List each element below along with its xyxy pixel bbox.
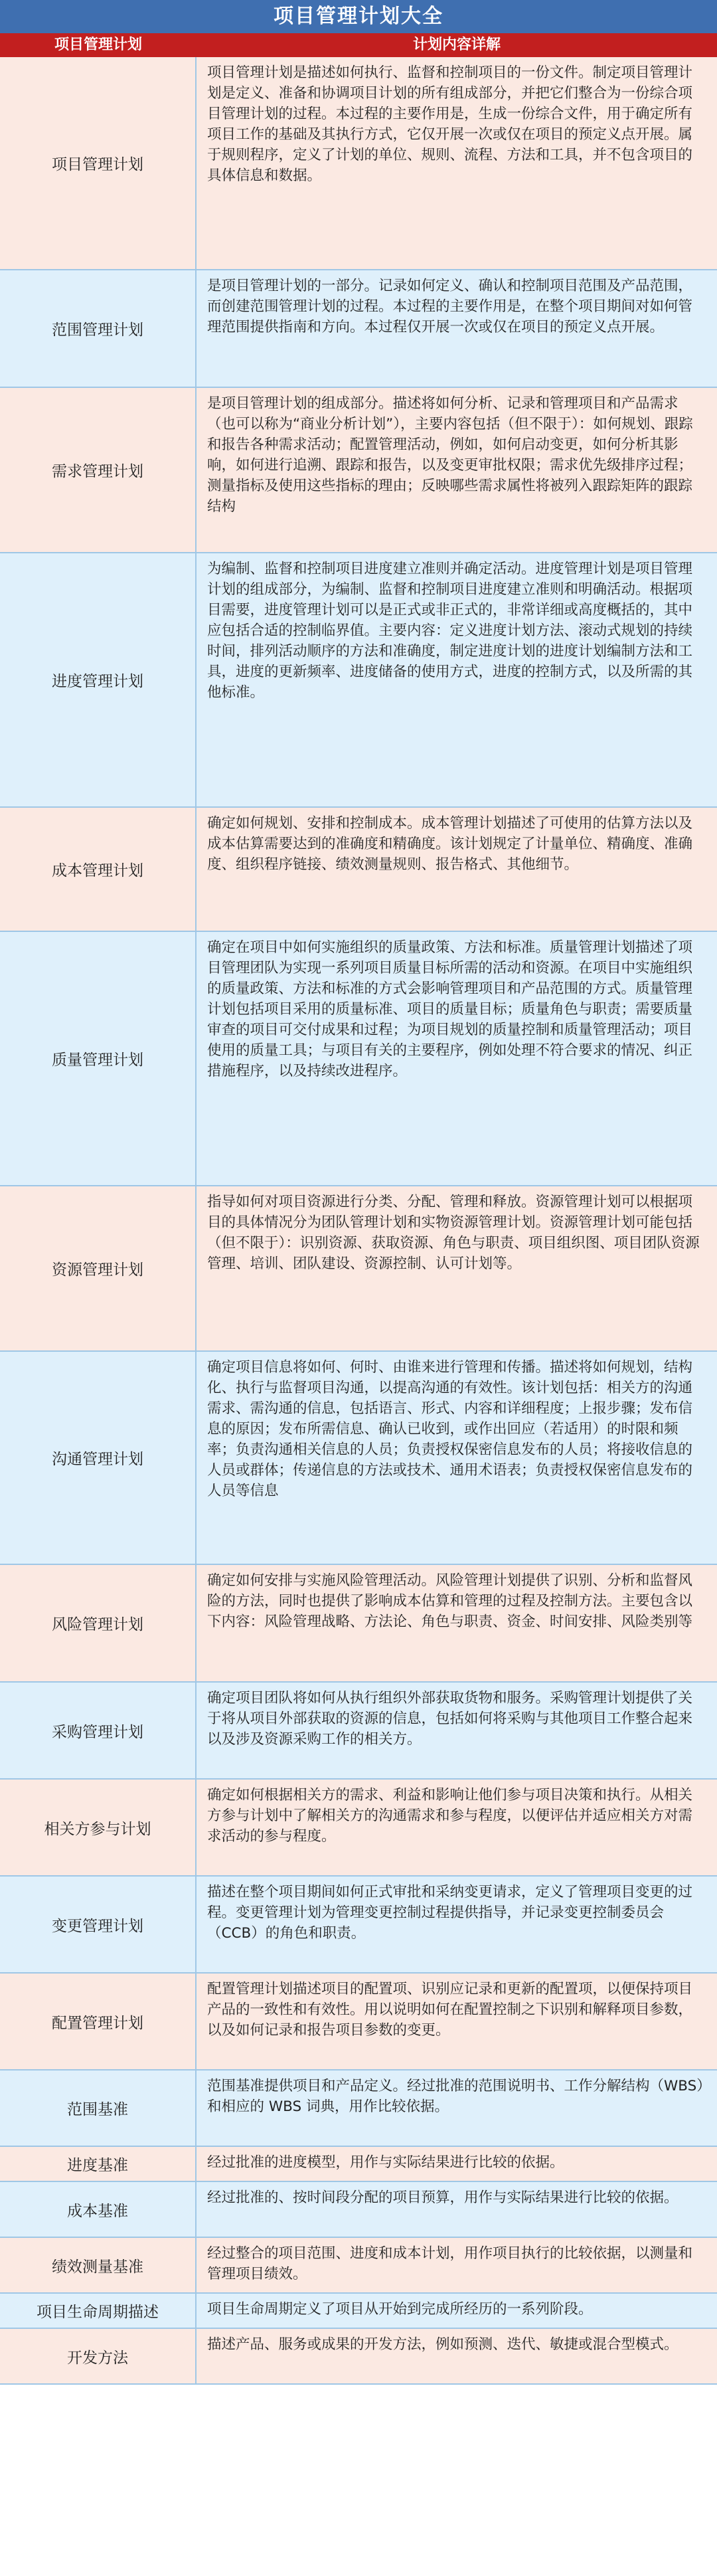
table-row: [0, 553, 717, 808]
page-title: 项目管理计划大全: [0, 0, 717, 33]
table-row: [0, 2182, 717, 2238]
table-row: [0, 932, 717, 1186]
table-row: [0, 1683, 717, 1780]
plan-name: 开发方法: [0, 2329, 197, 2383]
plan-description: 确定项目信息将如何、何时、由谁来进行管理和传播。描述将如何规划，结构化、执行与监督项目沟通，以提高沟通的有效性。该计划包括：相关方的沟通需求、需沟通的信息，包括语言、形式、内容和详细程度；上报步骤；发布信息的原因；发布所需信息、确认已收到，或作出回应（若适用）的时限和频率；负责沟通相关信息的人员；负责授权保密信息发布的人员；将接收信息的人员或群体；传递信息的方法或技术、通用术语表；负责授权保密信息发布的人员等信息: [207, 1359, 693, 1499]
plan-table: [0, 57, 717, 2385]
plan-name: 项目生命周期描述: [0, 2294, 197, 2328]
plan-name: 进度管理计划: [0, 553, 197, 806]
plan-description: 描述产品、服务或成果的开发方法，例如预测、迭代、敏捷或混合型模式。: [207, 2336, 678, 2353]
plan-name: 资源管理计划: [0, 1186, 197, 1350]
plan-description: 配置管理计划描述项目的配置项、识别应记录和更新的配置项，以便保持项目产品的一致性和有效性。用以说明如何在配置控制之下识别和解释项目参数，以及如何记录和报告项目参数的变更。: [207, 1981, 693, 2039]
table-row: [0, 808, 717, 932]
plan-name: 进度基准: [0, 2147, 197, 2181]
plan-name: 配置管理计划: [0, 1974, 197, 2069]
plan-description: 经过整合的项目范围、进度和成本计划，用作项目执行的比较依据，以测量和管理项目绩效。: [207, 2245, 693, 2282]
plan-description: 项目管理计划是描述如何执行、监督和控制项目的一份文件。制定项目管理计划是定义、准备和协调项目计划的所有组成部分，并把它们整合为一份综合项目管理计划的过程。本过程的主要作用是，生成一份综合文件，用于确定所有项目工作的基础及其执行方式，它仅开展一次或仅在项目的预定义点开展。属于规则程序，定义了计划的单位、规则、流程、方法和工具，并不包含项目的具体信息和数据。: [207, 64, 693, 184]
table-row: [0, 1974, 717, 2070]
plan-description: 描述在整个项目期间如何正式审批和采纳变更请求，定义了管理项目变更的过程。变更管理计划为管理变更控制过程提供指导，并记录变更控制委员会（CCB）的角色和职责。: [207, 1884, 693, 1942]
plan-name: 成本基准: [0, 2182, 197, 2237]
table-row: [0, 2238, 717, 2294]
plan-description: 范围基准提供项目和产品定义。经过批准的范围说明书、工作分解结构（WBS）和相应的 WBS 词典，用作比较依据。: [207, 2078, 704, 2115]
table-row: [0, 388, 717, 553]
table-row: [0, 1877, 717, 1974]
table-header: [0, 33, 717, 57]
plan-description: 项目生命周期定义了项目从开始到完成所经历的一系列阶段。: [207, 2301, 593, 2318]
table-row: [0, 1565, 717, 1683]
plan-description: 经过批准的、按时间段分配的项目预算，用作与实际结果进行比较的依据。: [207, 2189, 678, 2206]
header-plan-column: 项目管理计划: [54, 37, 142, 53]
plan-name: 沟通管理计划: [0, 1352, 197, 1564]
plan-name: 相关方参与计划: [0, 1780, 197, 1875]
table-row: [0, 2329, 717, 2385]
table-row: [0, 2147, 717, 2182]
table-row: [0, 1186, 717, 1352]
plan-description: 指导如何对项目资源进行分类、分配、管理和释放。资源管理计划可以根据项目的具体情况分为团队管理计划和实物资源管理计划。资源管理计划可能包括（但不限于）：识别资源、获取资源、角色与职责、项目组织图、项目团队资源管理、培训、团队建设、资源控制、认可计划等。: [207, 1194, 700, 1272]
plan-description: 经过批准的进度模型，用作与实际结果进行比较的依据。: [207, 2154, 564, 2171]
plan-name: 范围管理计划: [0, 270, 197, 387]
plan-name: 需求管理计划: [0, 388, 197, 552]
table-row: [0, 2070, 717, 2147]
plan-description: 是项目管理计划的一部分。记录如何定义、确认和控制项目范围及产品范围，而创建范围管理计划的过程。本过程的主要作用是，在整个项目期间对如何管理范围提供指南和方向。本过程仅开展一次或仅在项目的预定义点开展。: [207, 278, 693, 335]
plan-description: 是项目管理计划的组成部分。描述将如何分析、记录和管理项目和产品需求（也可以称为“商业分析计划”），主要内容包括（但不限于）：如何规划、跟踪和报告各种需求活动；配置管理活动，例如，如何启动变更，如何分析其影响，如何进行追溯、跟踪和报告，以及变更审批权限；需求优先级排序过程；测量指标及使用这些指标的理由；反映哪些需求属性将被列入跟踪矩阵的跟踪结构: [207, 395, 693, 515]
plan-description: 确定项目团队将如何从执行组织外部获取货物和服务。采购管理计划提供了关于将从项目外部获取的资源的信息，包括如何将采购与其他项目工作整合起来以及涉及资源采购工作的相关方。: [207, 1690, 693, 1748]
plan-name: 项目管理计划: [0, 57, 197, 269]
plan-name: 采购管理计划: [0, 1683, 197, 1778]
table-row: [0, 270, 717, 388]
plan-name: 成本管理计划: [0, 808, 197, 931]
table-row: [0, 57, 717, 270]
plan-description: 确定如何安排与实施风险管理活动。风险管理计划提供了识别、分析和监督风险的方法，同时也提供了影响成本估算和管理的过程及控制方法。主要包含以下内容：风险管理战略、方法论、角色与职责、资金、时间安排、风险类别等: [207, 1572, 693, 1630]
plan-description: 确定在项目中如何实施组织的质量政策、方法和标准。质量管理计划描述了项目管理团队为实现一系列项目质量目标所需的活动和资源。在项目中实施组织的质量政策、方法和标准的方式会影响管理项目和产品范围的方式。质量管理计划包括项目采用的质量标准、项目的质量目标；质量角色与职责；需要质量审查的项目可交付成果和过程；为项目规划的质量控制和质量管理活动；项目使用的质量工具；与项目有关的主要程序，例如处理不符合要求的情况、纠正措施程序，以及持续改进程序。: [207, 939, 693, 1079]
plan-description: 确定如何规划、安排和控制成本。成本管理计划描述了可使用的估算方法以及成本估算需要达到的准确度和精确度。该计划规定了计量单位、精确度、准确度、组织程序链接、绩效测量规则、报告格式、其他细节。: [207, 815, 693, 873]
plan-name: 范围基准: [0, 2070, 197, 2146]
plan-name: 绩效测量基准: [0, 2238, 197, 2292]
plan-description: 为编制、监督和控制项目进度建立准则并确定活动。进度管理计划是项目管理计划的组成部分，为编制、监督和控制项目进度建立准则和明确活动。根据项目需要，进度管理计划可以是正式或非正式的，非常详细或高度概括的，其中应包括合适的控制临界值。主要内容：定义进度计划方法、滚动式规划的持续时间，排列活动顺序的方法和准确度，制定进度计划的进度计划编制方法和工具，进度的更新频率、进度储备的使用方式，进度的控制方式，以及所需的其他标准。: [207, 561, 693, 701]
table-row: [0, 2294, 717, 2329]
table-row: [0, 1780, 717, 1877]
plan-name: 变更管理计划: [0, 1877, 197, 1972]
plan-name: 风险管理计划: [0, 1565, 197, 1681]
plan-description: 确定如何根据相关方的需求、利益和影响让他们参与项目决策和执行。从相关方参与计划中了解相关方的沟通需求和参与程度，以便评估并适应相关方对需求活动的参与程度。: [207, 1787, 693, 1845]
table-row: [0, 1352, 717, 1565]
header-detail-column: 计划内容详解: [412, 37, 501, 53]
plan-name: 质量管理计划: [0, 932, 197, 1185]
